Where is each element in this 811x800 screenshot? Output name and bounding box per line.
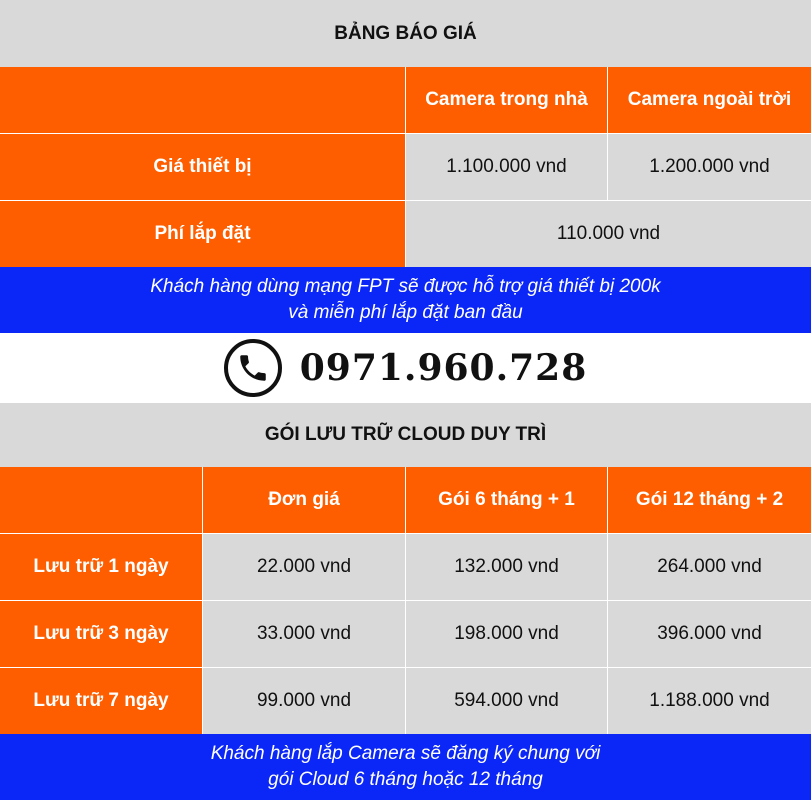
cloud-note-row	[0, 734, 811, 800]
cloud-note	[0, 734, 811, 800]
cloud-header-twelve: Gói 12 tháng + 2	[608, 467, 811, 533]
cloud-row-label: Lưu trữ 7 ngày	[0, 668, 203, 734]
cloud-table-header-row	[0, 467, 811, 534]
cloud-six-month-price: 132.000 vnd	[406, 534, 608, 600]
cloud-table-title: GÓI LƯU TRỮ CLOUD DUY TRÌ	[0, 403, 811, 467]
price-table-title: BẢNG BÁO GIÁ	[0, 0, 811, 67]
cloud-note-line1: Khách hàng lắp Camera sẽ đăng ký chung với	[210, 743, 601, 764]
outdoor-device-price: 1.200.000 vnd	[608, 134, 811, 200]
price-table-header-row	[0, 67, 811, 134]
cloud-row-label: Lưu trữ 3 ngày	[0, 601, 203, 667]
cloud-unit-price: 33.000 vnd	[203, 601, 406, 667]
table-row	[0, 201, 811, 267]
cloud-twelve-month-price: 1.188.000 vnd	[608, 668, 811, 734]
phone-number[interactable]: 0971.960.728	[299, 347, 588, 389]
cloud-six-month-price: 198.000 vnd	[406, 601, 608, 667]
price-note-row	[0, 267, 811, 333]
price-note-line1: Khách hàng dùng mạng FPT sẽ được hỗ trợ giá thiết bị 200k	[150, 276, 661, 297]
table-row	[0, 601, 811, 668]
cloud-six-month-price: 594.000 vnd	[406, 668, 608, 734]
cloud-table-title-row	[0, 403, 811, 467]
price-note	[0, 267, 811, 333]
row-label-device-price: Giá thiết bị	[0, 134, 406, 200]
install-fee-value: 110.000 vnd	[406, 201, 811, 267]
phone-icon	[224, 339, 282, 397]
price-header-empty	[0, 67, 406, 133]
cloud-header-unit: Đơn giá	[203, 467, 406, 533]
cloud-note-line2: gói Cloud 6 tháng hoặc 12 tháng	[268, 769, 543, 790]
row-label-install-fee: Phí lắp đặt	[0, 201, 406, 267]
price-note-line2: và miễn phí lắp đặt ban đầu	[288, 302, 523, 323]
cloud-row-label: Lưu trữ 1 ngày	[0, 534, 203, 600]
price-table-title-row	[0, 0, 811, 67]
cloud-twelve-month-price: 264.000 vnd	[608, 534, 811, 600]
table-row	[0, 534, 811, 601]
price-header-outdoor: Camera ngoài trời	[608, 67, 811, 133]
table-row	[0, 668, 811, 734]
contact-row	[0, 333, 811, 403]
cloud-twelve-month-price: 396.000 vnd	[608, 601, 811, 667]
indoor-device-price: 1.100.000 vnd	[406, 134, 608, 200]
price-header-indoor: Camera trong nhà	[406, 67, 608, 133]
table-row	[0, 134, 811, 201]
cloud-header-empty	[0, 467, 203, 533]
cloud-unit-price: 22.000 vnd	[203, 534, 406, 600]
cloud-unit-price: 99.000 vnd	[203, 668, 406, 734]
cloud-header-six: Gói 6 tháng + 1	[406, 467, 608, 533]
